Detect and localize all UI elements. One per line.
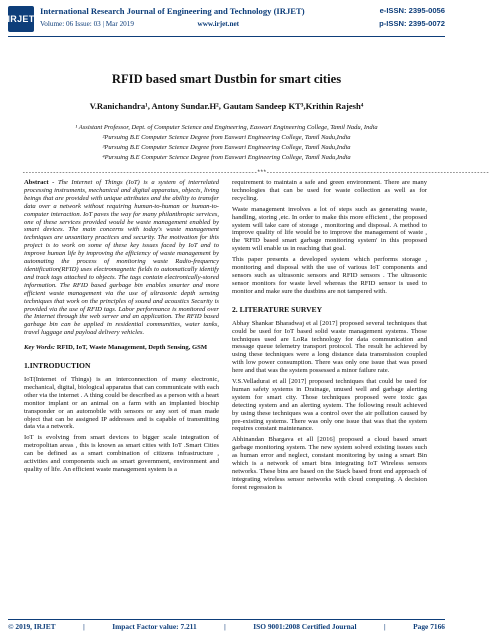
left-column [24,179,219,477]
affiliation-4: ⁴Pursuing B.E Computer Science Degree from Easwari Engineering College, Tamil Nadu,India [102,154,351,161]
footer-copyright: © 2019, IRJET [8,622,56,631]
intro-paragraph-2: IoT is evolving from smart devices to bigger scale integration of metropolitan areas , this is known as smart cities with IoT .Smart Cities can be defined as a smart combination of citizens infrastructure , activities and components such as smart government, environment and quality of life. An efficient waste management system is a [24,434,219,473]
intro-paragraph-3: requirement to maintain a safe and green environment. There are many technologies that can be used for waste collection as well as for recycling. [232,179,427,202]
abstract-label: Abstract - [24,179,55,186]
footer-iso: ISO 9001:2008 Certified Journal [253,622,357,631]
abstract-text: The Internet of Things (IoT) is a system of interrelated processing instruments, mechanical and digital apparatus, objects, living beings that are provided with unique attributes and the ability to transfer data over a network without requiring human-to-human or human-to-computer interaction. IoT paves the way for many philanthropic services, one of these services provided would be waste management enabled by smart devices. The main concerns with today's waste management techniques are unsanitary practices and security. The motivation for this project is to work on some of these key issues faced by IoT and to improve human life by improving the efficiency of waste management by automating the process of monitoring waste Radio-frequency identification(RFID) uses electromagnetic fields to automatically identify and track tags attached to objects. The tags contain electronically-stored information. The RFID based garbage bin enables smarter and more efficient waste management via the use of ultrasonic depth sensing techniques that work on the principles of sound and acoustics Security is provided via the use of RFID tags. Labor performance is monitored over the Internet through the web server and an application. The RFID based garbage bin can be applied in residential communities, water tanks, travel luggage and payload delivery vehicles. [24,179,220,337]
footer-divider: | [224,622,226,631]
literature-paragraph-1: Abhay Shankar Bharadwaj et al [2017] proposed several techniques that could be used for IoT based solid waste management systems. Those techniques used are LoRa technology for data communication and message queue telemetry transport protocol. The result he achieved by using these techniques were a long distance data transmission coupled with low power consumption. There was only one issue that was posed here and that was the system possessed a minor failure rate. [232,319,427,375]
intro-heading: 1.INTRODUCTION [24,361,91,371]
website-link[interactable]: www.irjet.net [197,20,240,28]
footer-rule [8,619,445,620]
keywords-label: Key Words: [24,344,56,352]
literature-paragraph-3: Abhinandan Bhargava et all [2016] proposed a cloud based smart garbage monitoring system. The new system solved existing issues such as human error and neglect, constant monitoring by using a smart Bin which is a network of smart bins integrating IoT Wireless sensors networks. These bins are based on the Stack based front end approach of integrating wireless sensor networks with cloud computing. A decision forest regression is [232,436,427,491]
affiliation-3: ³Pursuing B.E Computer Science Degree from Easwari Engineering College, Tamil Nadu,India [102,144,351,151]
section-separator: -----------------------------------------------------------------------------***------------------------------------------------------------------------- [22,169,489,176]
journal-name: International Research Journal of Engineering and Technology (IRJET) [40,6,305,16]
irjet-logo: IRJET [8,6,34,32]
right-column [232,179,427,495]
intro-paragraph-5: This paper presents a developed system which performs storage , monitoring and disposal with the use of various IoT components and sensors such as ultrasonic sensors and RFID sensors . The ultrasonic sensor monitors for waste level whereas the RFID sensor is used to monitor and make sure the dustbins are not tampered with. [232,256,427,295]
affiliation-2: ²Pursuing B.E Computer Science Degree from Easwari Engineering College, Tamil Nadu,India [102,134,351,141]
footer-page: Page 7166 [413,622,445,631]
footer-divider: | [83,622,85,631]
header-rule [8,36,445,37]
paper-title: RFID based smart Dustbin for smart cities [111,72,342,86]
literature-paragraph-2: V.S.Velladurai et all [2017] proposed techniques that could be used for human safety systems in Drainage, unused well and garbage alerting system for smart city. Those techniques proposed were toxic gas detecting system and an alerting system. The following result achieved by using these techniques was a control over the air pollution caused by pre-existing systems. There was only one issue that was that the system requires constant maintenance. [232,378,427,433]
intro-paragraph-1: IoT(Internet of Things) is an interconnection of many electronic, mechanical, digital, biological apparatus that can communicate with each other via the internet . A thing could be described as a person with a heart monitor implant or an animal on a farm with an implanted biochip transponder or an automobile with sensors or any sort of man made object that can be assigned IP addresses and is capable of transmitting data via a network. [24,376,219,431]
footer-impact: Impact Factor value: 7.211 [112,622,197,631]
keywords-text: RFID, IoT, Waste Management, Depth Sensing, GSM [55,344,208,352]
eissn: e-ISSN: 2395-0056 [379,6,445,15]
volume-info: Volume: 06 Issue: 03 | Mar 2019 [40,20,134,28]
literature-heading: 2. LITERATURE SURVEY [232,304,323,314]
journal-header [0,0,453,40]
volume-line [40,20,239,28]
keywords [24,344,219,352]
abstract [24,179,219,337]
intro-paragraph-4: Waste management involves a lot of steps such as generating waste, handling, storing ,etc. In order to make this more efficient , the proposed system will take care of storage , monitoring and disposal. A method to improve quality of life would be to improve the management of waste , the 'RFID based smart garbage monitoring system' in this proposed system will enable us in reaching that goal. [232,205,427,253]
affiliation-1: ¹ Assistant Professor, Dept. of Computer Science and Engineering, Easwari Engineering College, Tamil Nadu, India [75,124,378,131]
pissn: p-ISSN: 2395-0072 [379,19,445,28]
footer-divider: | [384,622,386,631]
author-list: V.Ranichandra¹, Antony Sundar.H², Gautam Sandeep KT³,Krithin Rajesh⁴ [89,101,364,111]
page-footer [8,622,445,631]
